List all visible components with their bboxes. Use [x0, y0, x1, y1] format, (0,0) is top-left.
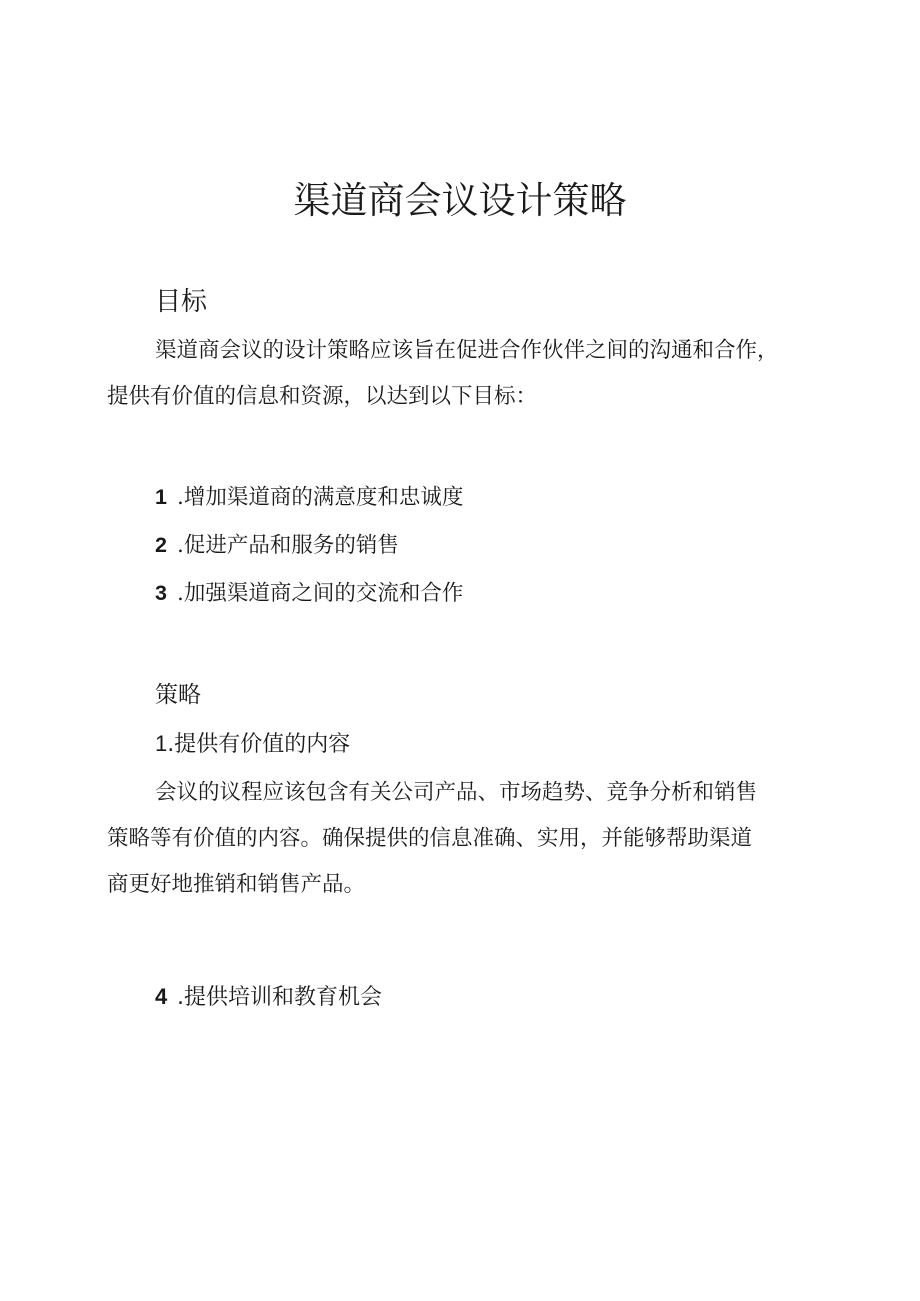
strategy-para-line-3: 商更好地推销和销售产品。 [107, 872, 366, 897]
subheading-text: .提供有价值的内容 [167, 732, 351, 757]
goal-list-item [155, 578, 463, 609]
goal-list-item [155, 530, 399, 561]
list-item-number: 1 [155, 485, 167, 509]
subheading-number: 1 [155, 731, 168, 756]
strategy-subheading-1 [155, 729, 350, 760]
list-item-number: 3 [155, 581, 167, 605]
list-item-number: 2 [155, 533, 167, 557]
goal-heading: 目标 [155, 287, 208, 317]
document-title: 渠道商会议设计策略 [293, 179, 627, 222]
list-item-text: .增加渠道商的满意度和忠诚度 [177, 485, 464, 510]
strategy-para-line-1: 会议的议程应该包含有关公司产品、市场趋势、竞争分析和销售 [155, 780, 758, 805]
goal-list-item [155, 482, 463, 513]
subheading-number: 4 [155, 984, 168, 1009]
list-item-text: .加强渠道商之间的交流和合作 [177, 581, 464, 606]
strategy-para-line-2: 策略等有价值的内容。确保提供的信息准确、实用，并能够帮助渠道 [107, 826, 753, 851]
strategy-heading: 策略 [155, 682, 201, 708]
strategy-subheading-2 [155, 982, 382, 1013]
goal-intro-line-1: 渠道商会议的设计策略应该旨在促进合作伙伴之间的沟通和合作， [155, 338, 779, 363]
goal-intro-line-2: 提供有价值的信息和资源，以达到以下目标： [107, 384, 538, 409]
list-item-text: .促进产品和服务的销售 [177, 533, 399, 558]
subheading-text: .提供培训和教育机会 [177, 985, 382, 1010]
